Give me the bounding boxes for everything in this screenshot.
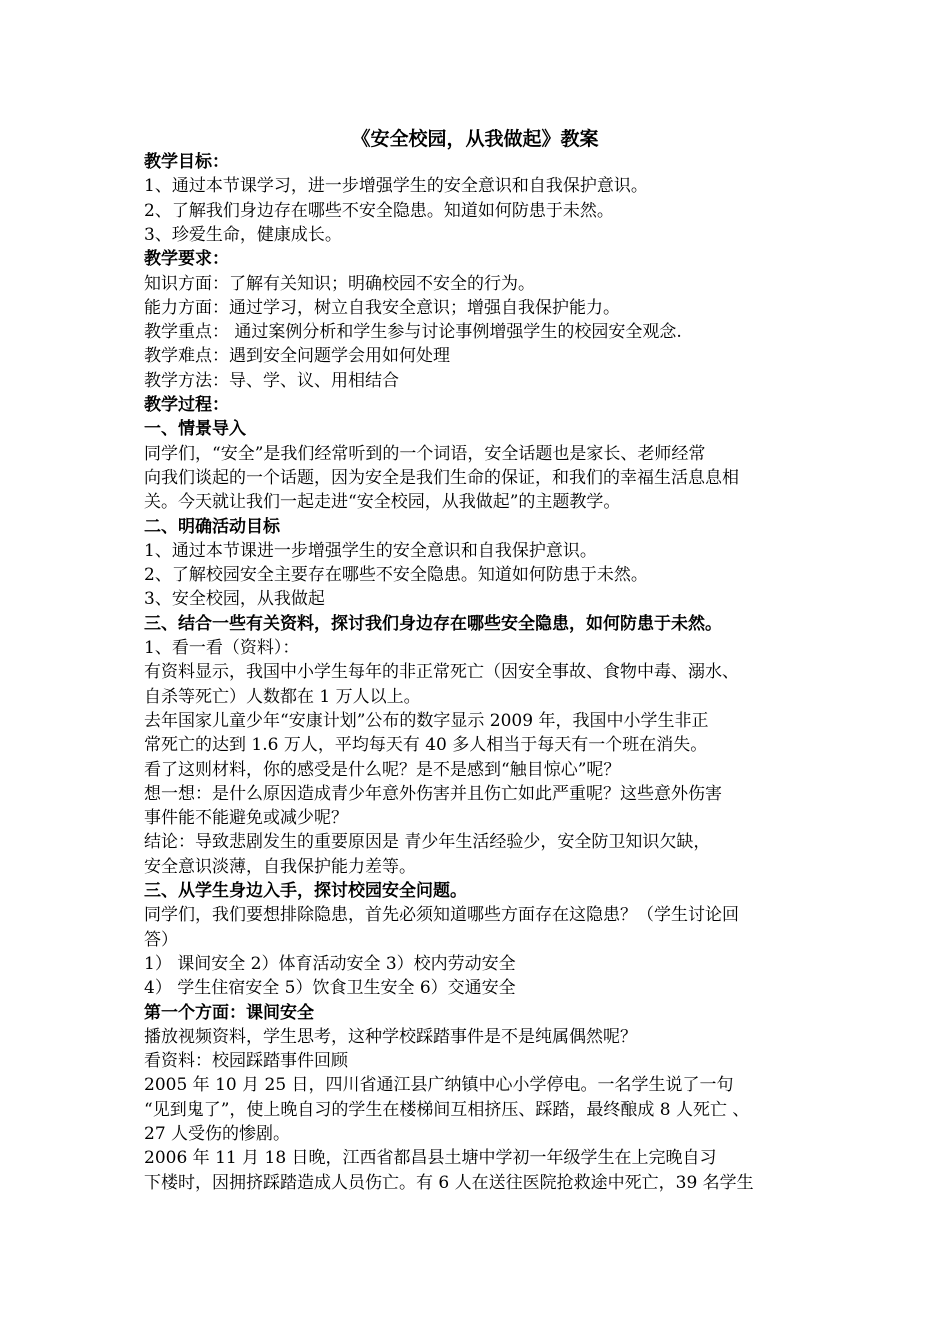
paragraph-line: 教学方法：导、学、议、用相结合 xyxy=(144,370,399,391)
paragraph-line: “见到鬼了”，使上晚自习的学生在楼梯间互相挤压、踩踏，最终酿成 8 人死亡 、 xyxy=(144,1099,750,1120)
paragraph-line: 1、通过本节课进一步增强学生的安全意识和自我保护意识。 xyxy=(144,540,597,561)
paragraph-line: 3、珍爱生命，健康成长。 xyxy=(144,224,342,245)
section-heading: 三、从学生身边入手，探讨校园安全问题。 xyxy=(144,881,467,901)
section-heading: 二、明确活动目标 xyxy=(144,516,280,537)
paragraph-line: 常死亡的达到 1.6 万人，平均每天有 40 多人相当于每天有一个班在消失。 xyxy=(144,735,708,756)
paragraph-line: 下楼时，因拥挤踩踏造成人员伤亡。有 6 人在送往医院抢救途中死亡，39 名学生 xyxy=(144,1172,754,1193)
paragraph-line: 2、了解校园安全主要存在哪些不安全隐患。知道如何防患于未然。 xyxy=(144,565,648,586)
paragraph-line: 有资料显示，我国中小学生每年的非正常死亡（因安全事故、食物中毒、溺水、 xyxy=(144,662,739,683)
paragraph-line: 27 人受伤的惨剧。 xyxy=(144,1124,291,1144)
paragraph-line: 同学们，“安全”是我们经常听到的一个词语，安全话题也是家长、老师经常 xyxy=(144,443,706,464)
section-heading: 第一个方面：课间安全 xyxy=(144,1002,314,1023)
paragraph-line: 去年国家儿童少年“安康计划”公布的数字显示 2009 年，我国中小学生非正 xyxy=(144,710,709,731)
paragraph-line: 答） xyxy=(144,929,178,950)
paragraph-line: 看资料：校园踩踏事件回顾 xyxy=(144,1051,348,1072)
paragraph-line: 结论：导致悲剧发生的重要原因是 青少年生活经验少，安全防卫知识欠缺， xyxy=(144,832,711,853)
paragraph-line: 安全意识淡薄，自我保护能力差等。 xyxy=(144,856,416,877)
paragraph-line: 2006 年 11 月 18 日晚，江西省都昌县土塘中学初一年级学生在上完晚自习 xyxy=(144,1148,717,1169)
paragraph-line: 教学难点：遇到安全问题学会用如何处理 xyxy=(144,346,450,367)
paragraph-line: 2005 年 10 月 25 日，四川省通江县广纳镇中心小学停电。一名学生说了一句 xyxy=(144,1075,734,1096)
paragraph-line: 想一想：是什么原因造成青少年意外伤害并且伤亡如此严重呢？这些意外伤害 xyxy=(144,783,722,804)
paragraph-line: 3、安全校园，从我做起 xyxy=(144,589,325,610)
document-title: 《安全校园，从我做起》教案 xyxy=(351,128,599,150)
section-heading: 一、情景导入 xyxy=(144,419,246,440)
section-heading: 三、结合一些有关资料，探讨我们身边存在哪些安全隐患，如何防患于未然。 xyxy=(144,613,722,634)
paragraph-line: 自杀等死亡）人数都在 1 万人以上。 xyxy=(144,686,421,707)
paragraph-line: 事件能不能避免或减少呢？ xyxy=(144,808,348,829)
paragraph-line: 能力方面：通过学习，树立自我安全意识；增强自我保护能力。 xyxy=(144,297,620,318)
paragraph-line: 2、了解我们身边存在哪些不安全隐患。知道如何防患于未然。 xyxy=(144,200,614,221)
paragraph-line: 1） 课间安全 2）体育活动安全 3）校内劳动安全 xyxy=(144,953,516,974)
paragraph-line: 4） 学生住宿安全 5）饮食卫生安全 6）交通安全 xyxy=(144,978,516,999)
paragraph-line: 1、通过本节课学习，进一步增强学生的安全意识和自我保护意识。 xyxy=(144,176,648,197)
section-heading: 教学目标： xyxy=(144,152,229,172)
paragraph-line: 教学重点： 通过案例分析和学生参与讨论事例增强学生的校园安全观念. xyxy=(144,322,682,343)
section-heading: 教学要求： xyxy=(144,249,229,270)
paragraph-line: 知识方面：了解有关知识；明确校园不安全的行为。 xyxy=(144,273,535,294)
paragraph-line: 看了这则材料，你的感受是什么呢？是不是感到“触目惊心”呢？ xyxy=(144,759,621,780)
paragraph-line: 关。今天就让我们一起走进“安全校园，从我做起”的主题教学。 xyxy=(144,492,621,513)
paragraph-line: 同学们，我们要想排除隐患，首先必须知道哪些方面存在这隐患？（学生讨论回 xyxy=(144,905,739,926)
section-heading: 教学过程： xyxy=(144,395,229,415)
paragraph-line: 播放视频资料，学生思考，这种学校踩踏事件是不是纯属偶然呢？ xyxy=(144,1026,637,1047)
paragraph-line: 向我们谈起的一个话题，因为安全是我们生命的保证，和我们的幸福生活息息相 xyxy=(144,467,739,488)
paragraph-line: 1、看一看（资料）： xyxy=(144,638,300,658)
